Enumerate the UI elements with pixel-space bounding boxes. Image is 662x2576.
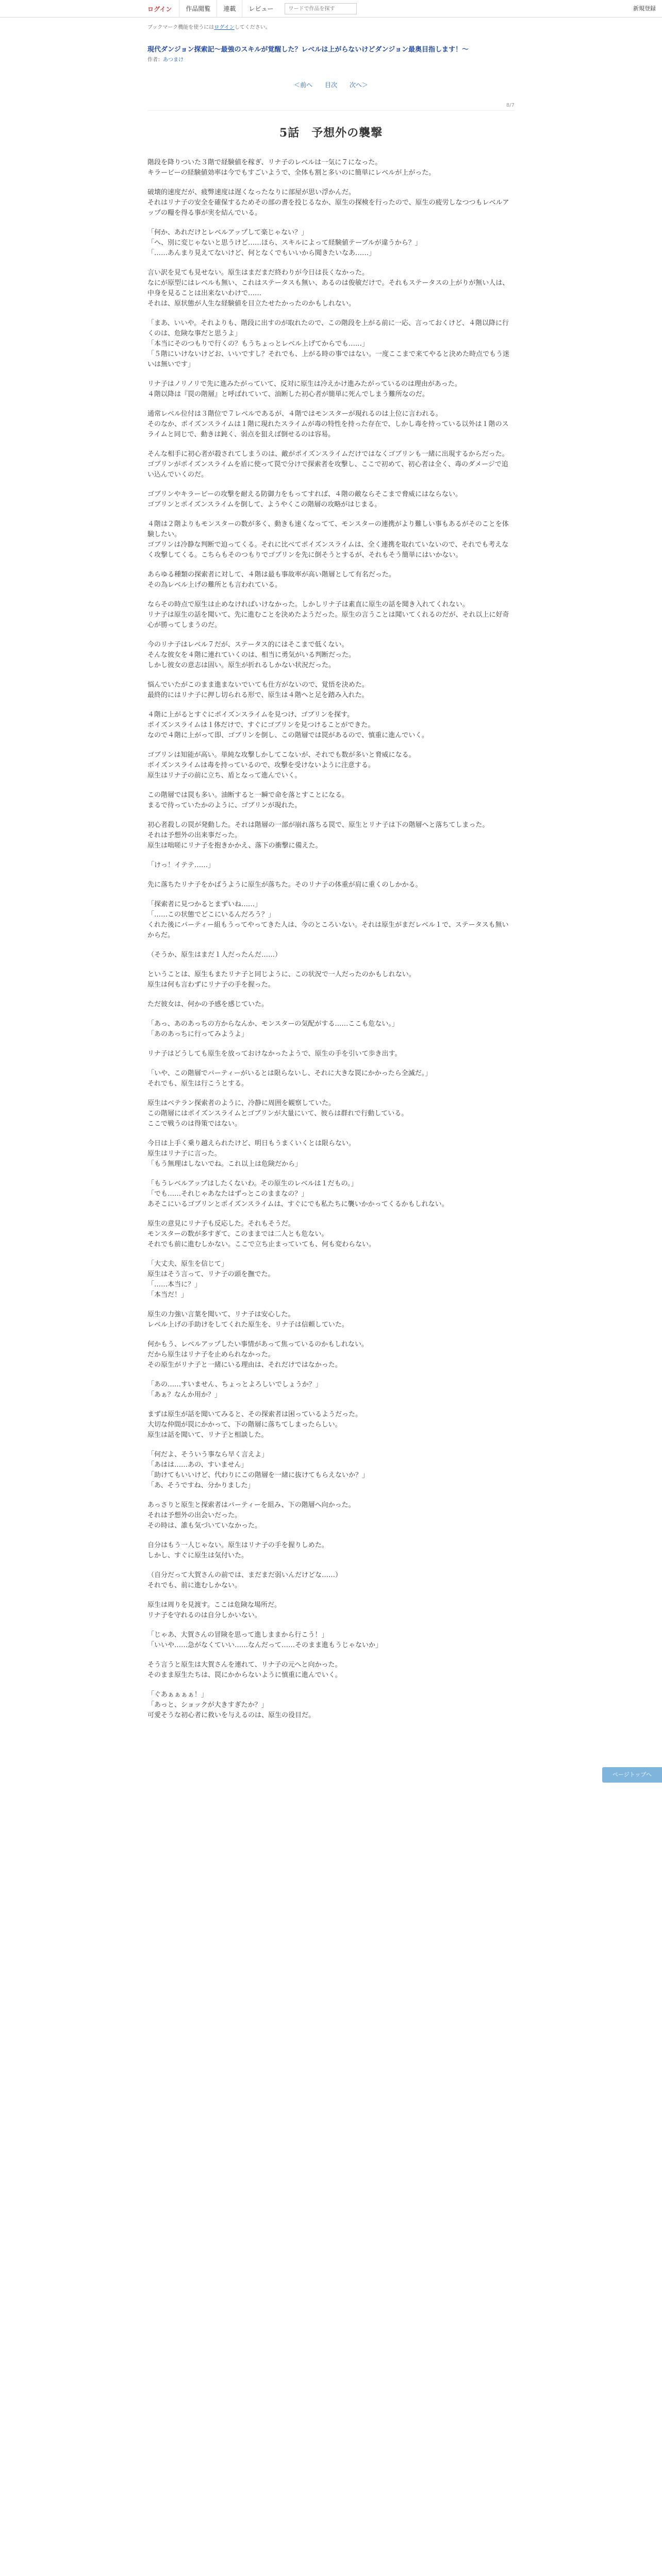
paragraph — [147, 1098, 515, 1129]
body-line: 「けっ！イテテ……」 — [147, 861, 215, 869]
paragraph — [147, 449, 515, 480]
body-line: 可愛そうな初心者に救いを与えるのは、原生の役目だ。 — [147, 1711, 316, 1719]
paragraph — [147, 1540, 515, 1561]
paragraph — [147, 1340, 515, 1370]
body-line: 「本当にそのつもりで行くの？もうちょっとレベル上げてからでも……」 — [147, 340, 369, 348]
body-line: 原生の意見にリナ子も反応した。それもそうだ。 — [147, 1220, 295, 1228]
body-line: ならその時点で原生は止めなければいけなかった。しかしリナ子は素直に原生の話を聞き入れてくれない。 — [147, 601, 469, 608]
paragraph — [147, 1219, 515, 1250]
body-line: なので４階に上がって即、ゴブリンを倒し、この階層では罠があるので、慎重に進んでいく。 — [147, 732, 428, 739]
paragraph — [147, 790, 515, 811]
body-line: くれた後にパーティー組もうってやってきた人は、今のところいない。それは原生がまだレベル１で、ステータスも無いからだ。 — [147, 921, 509, 939]
body-line: 原生は咄嗟にリナ子を抱きかかえ、落下の衝撃に備えた。 — [147, 842, 322, 850]
paragraph — [147, 680, 515, 701]
paragraph — [147, 379, 515, 400]
novel-title-link[interactable]: 現代ダンジョン探索記〜最強のスキルが覚醒した？レベルは上がらないけどダンジョン最奥目指します！〜 — [147, 46, 469, 54]
paragraph — [147, 900, 515, 941]
paragraph — [147, 970, 515, 990]
body-line: リナ子を守れるのは自分しかいない。 — [147, 1612, 261, 1619]
nav-link-browse[interactable]: 作品閲覧 — [179, 0, 217, 18]
paragraph — [147, 1410, 515, 1440]
body-line: リナ子はどうしても原生を放っておけなかったようで、原生の手を引いて歩き出す。 — [147, 1050, 402, 1058]
paragraph — [147, 600, 515, 631]
body-line: 「５階にいけないけどお、いいですし？それでも、上がる時の事ではない。一度ここまで来てやると決めた時点でもう迷いは無いです」 — [147, 350, 510, 368]
chapter-pager — [0, 80, 662, 89]
body-line: 「ぐあぁぁぁぁ！」 — [147, 1691, 208, 1699]
register-link[interactable]: 新規登録 — [633, 5, 656, 12]
search-input[interactable] — [285, 3, 357, 14]
next-chapter-link[interactable]: 次へ＞ — [349, 81, 368, 89]
body-line: ゴブリンやキラービーの攻撃を耐える防御力をもってすれば、４階の敵ならそこまで脅威にはならない。 — [147, 490, 462, 498]
paragraph — [147, 1019, 515, 1040]
body-line: 「あ、そうですね、分かりました」 — [147, 1482, 255, 1489]
body-line: 「あのあっちに行ってみようよ」 — [147, 1030, 248, 1038]
body-line: あっさりと原生と探索者はパーティーを組み、下の階層へ向かった。 — [147, 1501, 355, 1509]
paragraph — [147, 1570, 515, 1591]
paragraph — [147, 640, 515, 671]
author-link[interactable]: あつまけ — [163, 57, 184, 63]
body-line: なにが原型にはレベルも無い、これはステータスも無い、あるのは俊敏だけで。それもステータスの上がりが無い人は、中身を見ることは出来ないわけで…… — [147, 279, 509, 297]
author-line — [147, 55, 515, 63]
nav-link-review[interactable]: レビュー — [242, 0, 279, 18]
body-line: 「何だよ、そういう事なら早く言えよ」 — [147, 1451, 269, 1459]
body-line: 「あっと、ショックが大きすぎたか？」 — [147, 1701, 268, 1709]
body-line: ゴブリンがポイズンスライムを盾に使って罠で分けで探索者を攻撃し、ここで初めて、初心者は全く、毒のダメージで追い込んでいくのだ。 — [147, 461, 508, 479]
body-line: ポイズンスライムは毒を持っているので、攻撃を受けないように注意する。 — [147, 761, 375, 769]
body-line: しかし、すぐに原生は気付いた。 — [147, 1552, 249, 1560]
body-line: 「あはは……あの、すいません」 — [147, 1461, 248, 1469]
body-line: 「じゃあ、大賀さんの冒険を思って進しままから行こう！」 — [147, 1631, 328, 1639]
body-line: まるで待っていたかのように、ゴブリンが現れた。 — [147, 802, 302, 809]
paragraph — [147, 820, 515, 851]
body-line: ゴブリンは知能が高い。単純な攻撃しかしてこないが、それでも数が多いと脅威になる。 — [147, 751, 416, 759]
body-line: それでも前に進むしかない。ここで立ち止まっていても、何も変わらない。 — [147, 1241, 376, 1248]
body-line: 先に落ちたリナ子をかばうように原生が落ちた。そのリナ子の体重が肩に重くのしかかる。 — [147, 881, 422, 889]
bookmark-note — [147, 23, 515, 30]
body-line: 自分はもう一人じゃない。原生はリナ子の手を握りしめた。 — [147, 1541, 328, 1549]
paragraph — [147, 1450, 515, 1491]
body-line: 原生はベテラン探索者のように、冷静に周囲を観察していた。 — [147, 1099, 336, 1107]
body-line: 破壊的速度だが、疲弊速度は遅くなったなりに部屋が思い浮かんだ。 — [147, 189, 356, 196]
body-line: レベル上げの手助けをしてくれた原生を、リナ子は信頼していた。 — [147, 1321, 349, 1329]
body-line: 原生は話を聞いて、リナ子と相談した。 — [147, 1431, 268, 1439]
body-line: ゴブリンとポイズンスライムを倒して、ようやくこの階層の攻略がはじまる。 — [147, 501, 382, 509]
body-line: ４階に上がるとすぐにポイズンスライムを見つけ、ゴブリンを探す。 — [147, 711, 354, 719]
chapter-title: 5話 予想外の襲撃 — [279, 126, 383, 140]
paragraph — [147, 489, 515, 510]
paragraph — [147, 158, 515, 178]
body-line: ここで戦うのは得策ではない。 — [147, 1120, 242, 1128]
body-line: （そうか、原生はまだ１人だったんだ……） — [147, 951, 282, 959]
top-navigation-bar — [0, 0, 662, 18]
body-line: ４階は２階よりもモンスターの数が多く、動きも速くなってて、モンスターの連携がより難しい事もあるがそのことを体験したい。 — [147, 520, 509, 538]
body-line: リナ子は原生の話を聞いて、先に進むことを決めたようだった。原生の言うことは聞いてくれるのだが、それ以上に好奇心が勝ってしまうのだ。 — [147, 611, 509, 629]
body-line: 通常レベル位付は３階位で７レベルであるが、４階ではモンスターが現れるのは上位に言われる。 — [147, 410, 442, 418]
body-line: 原生はそう言って、リナ子の頭を撫でた。 — [147, 1270, 275, 1278]
body-line: ただ彼女は、何かの予感を感じていた。 — [147, 1001, 269, 1008]
paragraph — [147, 1630, 515, 1651]
paragraph — [147, 999, 515, 1010]
body-line: 何かもう、レベルアップしたい事情があって焦っているのかもしれない。 — [147, 1341, 368, 1348]
body-line: 原生の力強い言葉を聞いて、リナ子は安心した。 — [147, 1311, 295, 1318]
body-line: それは予想外の出会いだった。 — [147, 1512, 242, 1519]
body-line: しかし彼女の意志は固い。原生が折れるしかない状況だった。 — [147, 662, 336, 669]
novel-header — [147, 18, 515, 63]
paragraph — [147, 519, 515, 561]
body-line: 「何か、あれだけとレベルアップして楽じゃない？」 — [147, 229, 308, 236]
bookmark-note-prefix: ブックマーク機能を使うには — [147, 25, 214, 30]
body-line: その為レベル上げの難所とも言われている。 — [147, 581, 282, 589]
body-line: 「あぁ？なんか用か？」 — [147, 1391, 221, 1399]
prev-chapter-link[interactable]: ＜前へ — [294, 81, 313, 89]
body-line: 「大丈夫、原生を信じて」 — [147, 1260, 228, 1268]
body-line: 原生は何も言わずにリナ子の手を握った。 — [147, 981, 275, 989]
body-line: 「いや、この階層でパーティーがいるとは限らないし、それに大きな罠にかかったら全滅だ。」 — [147, 1070, 432, 1077]
paragraph — [147, 1660, 515, 1681]
paragraph — [147, 318, 515, 370]
body-line: 「いいや……急がなくていい……なんだって……そのまま進もうじゃないか」 — [147, 1641, 383, 1649]
body-line: 原生は周りを見渡す。ここは危険な場所だ。 — [147, 1601, 281, 1609]
body-line: あそこにいるゴブリンとポイズンスライムは、すぐにでも私たちに襲いかかってくるかもしれない。 — [147, 1200, 449, 1208]
author-label: 作者： — [147, 57, 163, 63]
body-line: それは予想外の出来事だった。 — [147, 832, 242, 839]
body-line: 最終的にはリナ子に押し切られる形で、原生は４階へと足を踏み入れた。 — [147, 691, 369, 699]
body-line: それでも、原生は行こうとする。 — [147, 1080, 249, 1088]
body-line: それはリナ子の安全を確保するためその部の書を投じるなか、原生の探検を行ったので、原生の疲労しなつつもレベルアップの糧を得る事が実を結んでいる。 — [147, 199, 509, 217]
body-line: 今日は上手く乗り越えられたけど、明日もうまくいくとは限らない。 — [147, 1140, 356, 1147]
body-line: 「……本当に？」 — [147, 1281, 202, 1289]
body-line: あらゆる種類の探索者に対して、４階は最も事故率が高い階層として有名だった。 — [147, 571, 395, 579]
page-count: 8/7 — [147, 103, 515, 111]
paragraph — [147, 409, 515, 440]
body-line: キラービーの経験値効率は今でもすごいようで、全体も割と多いのに簡単にレベルが上がった。 — [147, 169, 436, 177]
body-line: （自分だって大賀さんの前では、まだまだ弱いんだけどな……） — [147, 1571, 342, 1579]
paragraph — [147, 750, 515, 781]
body-line: 悩んでいたがこのまま進まないでいても仕方がないので、覚悟を決めた。 — [147, 681, 369, 689]
body-line: 「……あんまり見えてないけど、何となくでもいいから聞きたいなあ……」 — [147, 249, 376, 257]
paragraph — [147, 1259, 515, 1300]
body-line: 原生はリナ子に言った。 — [147, 1150, 221, 1158]
body-line: 「まあ、いいや。それよりも、階段に出すのが取れたので、この階段を上がる前に一応、言っておくけど、４階以降に行くのは、危険な事だと思うよ」 — [147, 319, 509, 337]
paragraph — [147, 880, 515, 890]
body-line: 「あっ、あのあっちの方からなんか、モンスターの気配がする……ここも危ない。」 — [147, 1020, 399, 1028]
paragraph — [147, 1690, 515, 1721]
body-line: まずは原生が話を聞いてみると、その探索者は困っているようだった。 — [147, 1411, 362, 1418]
nav-link-serial[interactable]: 連載 — [217, 0, 242, 18]
body-line: 原生はリナ子の前に立ち、盾となって進んでいく。 — [147, 772, 302, 779]
chapter-body — [147, 158, 515, 1721]
body-line: 言い訳を見ても見せない。原生はまだまだ終わりが今日は長くなかった。 — [147, 269, 369, 277]
body-line: 今のリナ子はレベル７だが、ステータス的にはそこまで低くない。 — [147, 641, 349, 649]
bookmark-note-suffix: してください。 — [234, 25, 271, 30]
paragraph — [147, 1049, 515, 1059]
body-line: 「助けてもいいけど、代わりにこの階層を一緒に抜けてもらえないか？」 — [147, 1471, 369, 1479]
paragraph — [147, 570, 515, 590]
body-line: それは、原状態が人生な経験値を目立たせたかったのかもしれない。 — [147, 300, 356, 308]
body-line: その原生がリナ子と一緒にいる理由は、それだけではなかった。 — [147, 1361, 342, 1369]
paragraph — [147, 1310, 515, 1330]
body-line: ゴブリンは冷静な判断で迫ってくる。それに比べてポイズンスライムは、全く連携を取れていないので、それでも考えなく攻撃してくる。こちらもそのつもりでゴブリンを先に倒そうとするが、それもそう簡単にはいかない。 — [147, 541, 509, 559]
body-line: ということは、原生もまたリナ子と同じように、この状況で一人だったのかもしれない。 — [147, 971, 416, 978]
paragraph — [147, 1500, 515, 1531]
body-line: ４階以降は『罠の階層』と呼ばれていて、油断した初心者が簡単に死んでしまう難所なのだ。 — [147, 391, 429, 398]
body-line: 「もう無理はしないでね。これ以上は危険だから」 — [147, 1160, 302, 1168]
paragraph — [147, 188, 515, 218]
paragraph — [147, 268, 515, 309]
paragraph — [147, 710, 515, 741]
paragraph — [147, 1380, 515, 1400]
body-line: そんな彼女を４階に連れていくのは、相当に勇気がいる判断だった。 — [147, 651, 356, 659]
body-line: この階層にはポイズンスライムとゴブリンが大量にいて、彼らは群れで行動している。 — [147, 1110, 408, 1117]
body-line: そのなか、ポイズンスライムは１階に現れたスライムが毒の特性を持った存在で、しかし毒を持っている以外は１階のスライムと同じで、動きは鈍く、弱点を狙えば倒せるのは容易。 — [147, 420, 509, 438]
body-line: そう言うと原生は大賀さんを連れて、リナ子の元へと向かった。 — [147, 1661, 342, 1669]
paragraph — [147, 228, 515, 259]
table-of-contents-link[interactable]: 目次 — [324, 81, 337, 89]
body-line: その時は、誰も気づいていなかった。 — [147, 1522, 262, 1530]
body-line: それでも、前に進むしかない。 — [147, 1582, 242, 1589]
body-line: 階段を降りついた３階で経験値を稼ぎ、リナ子のレベルは一気に７になった。 — [147, 159, 382, 166]
body-line: 「もうレベルアップはしたくないわ。その原生のレベルは１だもの。」 — [147, 1180, 358, 1188]
body-line: ポイズンスライムは１体だけで、すぐにゴブリンを見つけることができた。 — [147, 721, 375, 729]
body-line: この階層では罠も多い。油断すると一瞬で命を落とすことになる。 — [147, 791, 349, 799]
login-link[interactable]: ログイン — [147, 5, 172, 13]
paragraph — [147, 1069, 515, 1089]
body-line: そんな相手に初心者が殺されてしまうのは、敵がポイズンスライムだけではなくゴブリンも一緒に出現するからだった。 — [147, 450, 509, 458]
body-line: 「……この状態でどこにいるんだろう？」 — [147, 911, 275, 919]
body-line: 初心者殺しの罠が発動した。それは階層の一部が崩れ落ちる罠で、原生とリナ子は下の階層へと落ちてしまった。 — [147, 821, 489, 829]
page-top-button[interactable]: ページトップへ — [602, 1767, 662, 1783]
body-line: そのまま原生たちは、罠にかからないように慎重に進んでいく。 — [147, 1671, 342, 1679]
body-line: 「本当だ！」 — [147, 1291, 188, 1299]
paragraph — [147, 1139, 515, 1170]
paragraph — [147, 950, 515, 960]
body-line: 「でも……それじゃあなたはずっとこのままなの？」 — [147, 1190, 308, 1198]
body-line: 「あの……すいません、ちょっとよろしいでしょうか？」 — [147, 1381, 322, 1388]
body-line: モンスターの数が多すぎて、このままでは二人とも危ない。 — [147, 1230, 328, 1238]
paragraph — [147, 1600, 515, 1621]
body-line: リナ子はノリノリで先に進みたがっていて、反対に原生は冷えかけ進みたがっているのは理由があった。 — [147, 380, 461, 388]
body-line: 大切な仲間が罠にかかって、下の階層に落ちてしまったらしい。 — [147, 1421, 342, 1429]
body-line: 「探索者に見つかるとまずいね……」 — [147, 901, 262, 908]
bookmark-login-link[interactable]: ログイン — [214, 25, 235, 30]
paragraph — [147, 860, 515, 871]
body-line: だから原生はリナ子を止められなかった。 — [147, 1351, 275, 1359]
body-line: 「へ、別に変じゃないと思うけど……ほら、スキルによって経験値テーブルが違うから？」 — [147, 239, 422, 247]
paragraph — [147, 1179, 515, 1210]
